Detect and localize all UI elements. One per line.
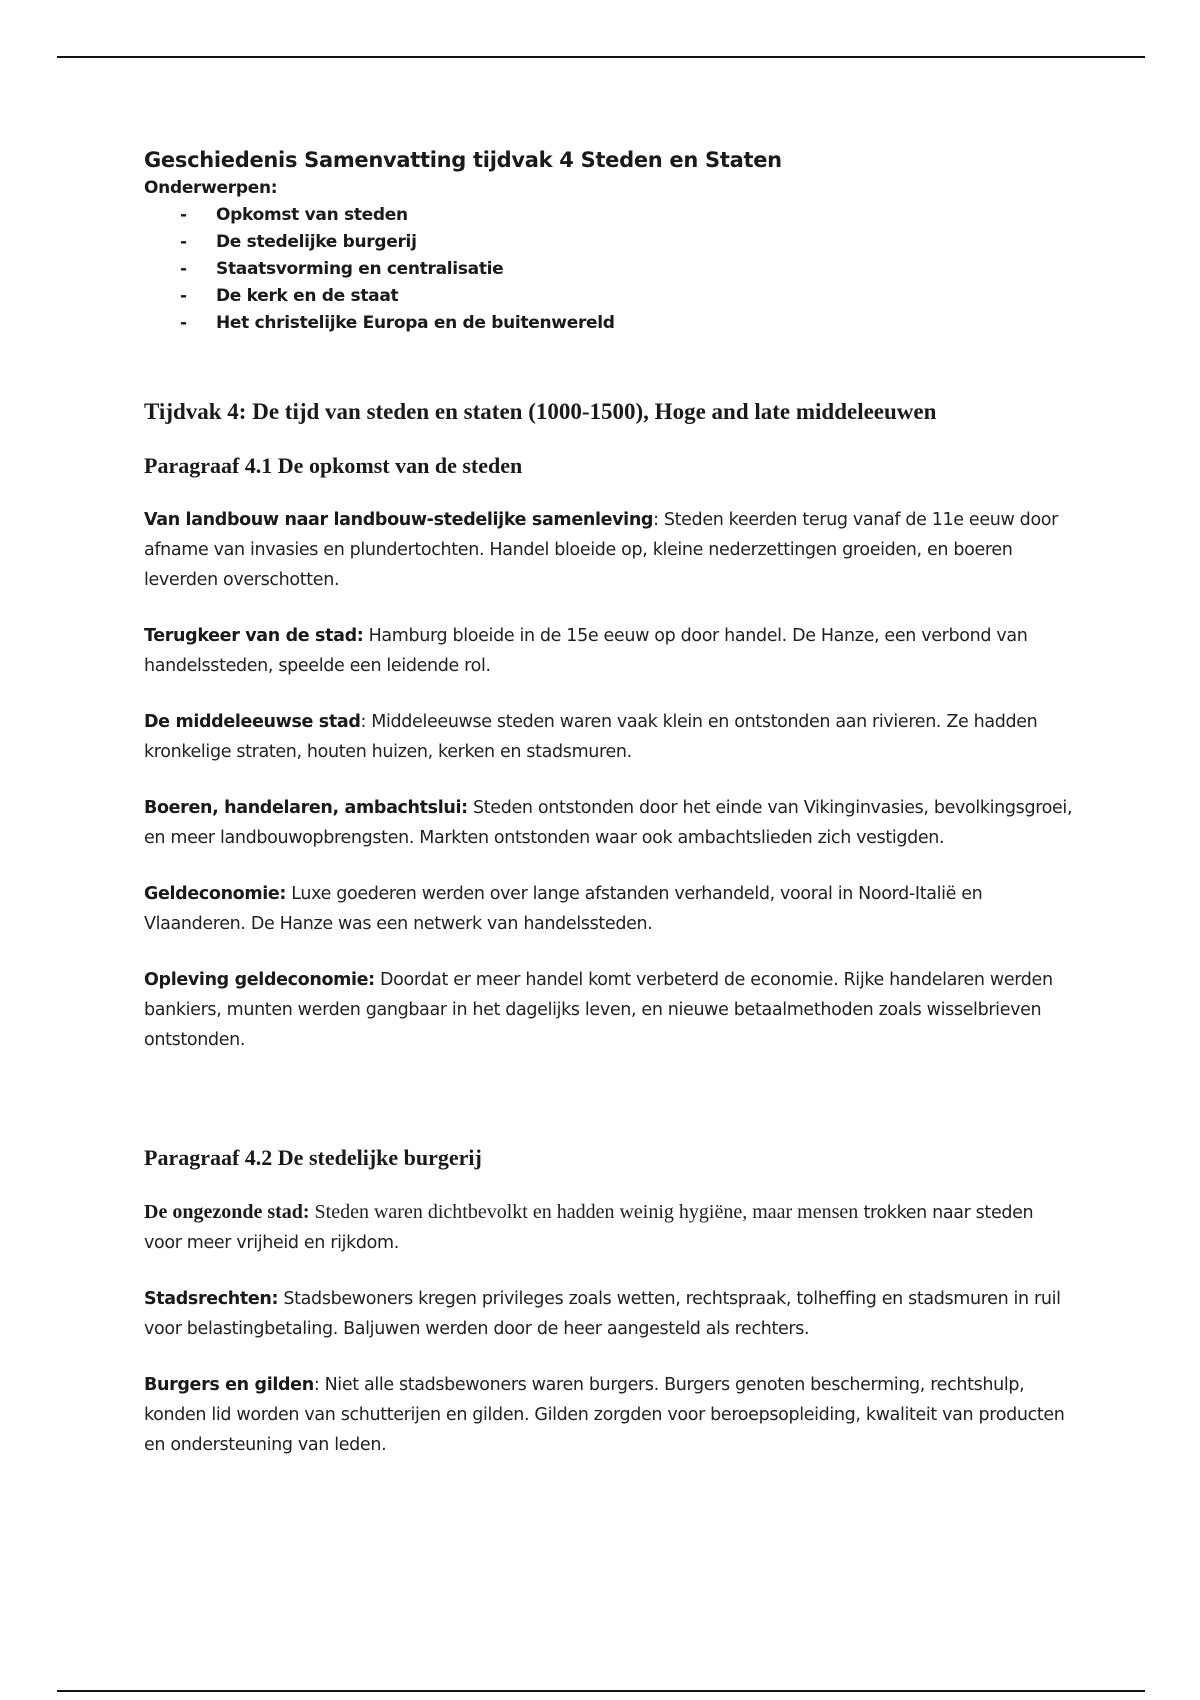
topics-label: Onderwerpen: — [144, 178, 278, 198]
topic-text: Staatsvorming en centralisatie — [216, 259, 504, 279]
paragraph-entry — [144, 621, 1074, 681]
entry-text: : Steden keerden terug vanaf de 11e eeuw door afname van invasies en plundertochten. Handel bloeide op, kleine nederzettingen groeiden, en boeren leverden overschotten. — [144, 510, 1059, 590]
entry-text: Doordat er meer handel komt verbeterd de economie. Rijke handelaren werden bankiers, munten werden gangbaar in het dagelijks leven, en nieuwe betaalmethoden zoals wisselbrieven ontstonden. — [144, 970, 1053, 1050]
bullet-dash: - — [180, 205, 187, 225]
entry-term: Stadsrechten: — [144, 1289, 279, 1309]
document-body — [144, 144, 1074, 1460]
entry-text: : Niet alle stadsbewoners waren burgers. Burgers genoten bescherming, rechtshulp, konden lid worden van schutterijen en gilden. Gilden zorgden voor beroepsopleiding, kwaliteit van producten en ondersteuning van leden. — [144, 1375, 1065, 1455]
entry-text: Luxe goederen werden over lange afstanden verhandeld, vooral in Noord-Italië en Vlaanderen. De Hanze was een netwerk van handelssteden. — [144, 884, 983, 934]
entry-term: Van landbouw naar landbouw-stedelijke samenleving — [144, 510, 654, 530]
bullet-dash: - — [180, 313, 187, 333]
list-item — [144, 229, 1074, 256]
section-heading-4-2: Paragraaf 4.2 De stedelijke burgerij — [144, 1145, 482, 1170]
topics-list — [144, 202, 1074, 337]
paragraph-entry — [144, 707, 1074, 767]
paragraph-entry — [144, 1370, 1074, 1460]
topic-text: Opkomst van steden — [216, 205, 408, 225]
paragraph-entry — [144, 793, 1074, 853]
paragraph-entry — [144, 1197, 1074, 1258]
entry-text-serif: Steden waren dichtbevolkt en hadden weinig hygiëne, maar mensen — [309, 1201, 859, 1223]
bottom-rule — [57, 1690, 1145, 1692]
entry-term: Opleving geldeconomie: — [144, 970, 375, 990]
paragraph-entry — [144, 505, 1074, 595]
paragraph-entry — [144, 965, 1074, 1055]
top-rule — [57, 56, 1145, 58]
list-item — [144, 256, 1074, 283]
topic-text: Het christelijke Europa en de buitenwereld — [216, 313, 615, 333]
entry-text: Hamburg bloeide in de 15e eeuw op door handel. De Hanze, een verbond van handelssteden, speelde een leidende rol. — [144, 626, 1028, 676]
topic-text: De stedelijke burgerij — [216, 232, 417, 252]
section-heading-4-1: Paragraaf 4.1 De opkomst van de steden — [144, 453, 523, 478]
entry-term: Geldeconomie: — [144, 884, 287, 904]
entry-term: Burgers en gilden — [144, 1375, 314, 1395]
list-item — [144, 202, 1074, 229]
topic-text: De kerk en de staat — [216, 286, 399, 306]
entry-text: Stadsbewoners kregen privileges zoals wetten, rechtspraak, tolheffing en stadsmuren in ruil voor belastingbetaling. Baljuwen werden door de heer aangesteld als rechters. — [144, 1289, 1061, 1339]
bullet-dash: - — [180, 232, 187, 252]
entry-term: De middeleeuwse stad — [144, 712, 361, 732]
entry-term: Boeren, handelaren, ambachtslui: — [144, 798, 468, 818]
entry-text: : Middeleeuwse steden waren vaak klein en ontstonden aan rivieren. Ze hadden kronkelige straten, houten huizen, kerken en stadsmuren. — [144, 712, 1038, 762]
paragraph-entry — [144, 1284, 1074, 1344]
entry-term: Terugkeer van de stad: — [144, 626, 364, 646]
period-heading: Tijdvak 4: De tijd van steden en staten (1000-1500), Hoge and late middeleeuwen — [144, 399, 937, 424]
list-item — [144, 310, 1074, 337]
paragraph-entry — [144, 879, 1074, 939]
document-title: Geschiedenis Samenvatting tijdvak 4 Steden en Staten — [144, 148, 782, 172]
bullet-dash: - — [180, 286, 187, 306]
bullet-dash: - — [180, 259, 187, 279]
list-item — [144, 283, 1074, 310]
entry-term: De ongezonde stad: — [144, 1201, 310, 1223]
entry-text: trokken naar steden voor meer vrijheid en rijkdom. — [144, 1203, 1034, 1253]
entry-text: Steden ontstonden door het einde van Vikinginvasies, bevolkingsgroei, en meer landbouwopbrengsten. Markten ontstonden waar ook ambachtslieden zich vestigden. — [144, 798, 1073, 848]
